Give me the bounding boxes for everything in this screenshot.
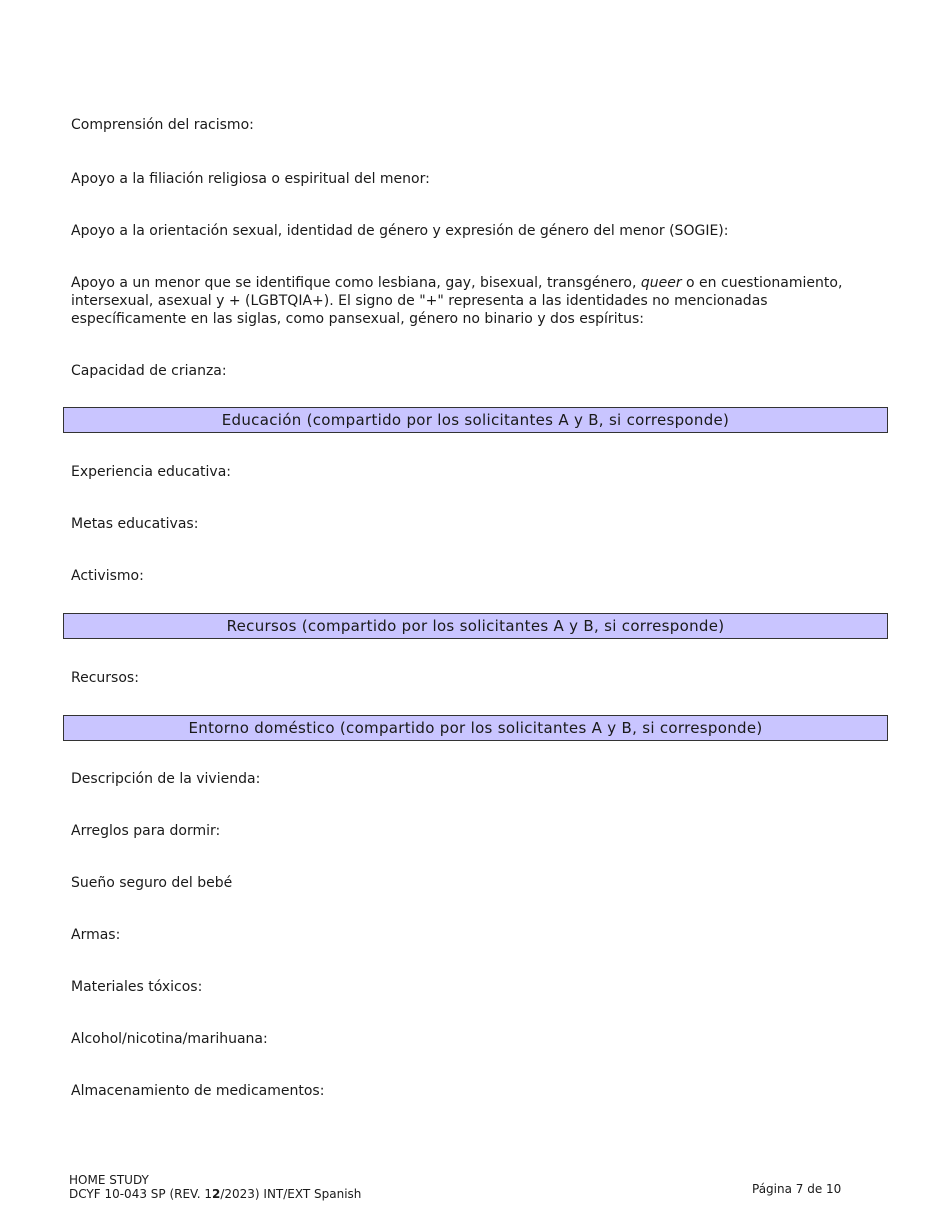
religion-label: Apoyo a la filiación religiosa o espiritual del menor: — [71, 171, 430, 187]
page-number: Página 7 de 10 — [752, 1182, 842, 1196]
footer-title: HOME STUDY — [69, 1173, 149, 1187]
footer-form-info — [69, 1173, 361, 1201]
substances-label: Alcohol/nicotina/marihuana: — [71, 1031, 268, 1047]
safe-sleep-label: Sueño seguro del bebé — [71, 875, 233, 891]
lgbtqia-text-before: Apoyo a un menor que se identifique como lesbiana, gay, bisexual, transgénero, — [71, 275, 641, 291]
resources-section-header: Recursos (compartido por los solicitantes A y B, si corresponde) — [63, 613, 888, 639]
housing-label: Descripción de la vivienda: — [71, 771, 261, 787]
sogie-label: Apoyo a la orientación sexual, identidad de género y expresión de género del menor (SOGIE): — [71, 223, 729, 239]
racism-label: Comprensión del racismo: — [71, 117, 254, 133]
footer-form-number: DCYF 10-043 SP (REV. 12/2023) INT/EXT Spanish — [69, 1187, 362, 1201]
lgbtqia-label — [71, 274, 871, 328]
resources-label: Recursos: — [71, 670, 139, 686]
home-section-header: Entorno doméstico (compartido por los solicitantes A y B, si corresponde) — [63, 715, 888, 741]
education-goals-label: Metas educativas: — [71, 516, 199, 532]
education-section-header: Educación (compartido por los solicitantes A y B, si corresponde) — [63, 407, 888, 433]
weapons-label: Armas: — [71, 927, 121, 943]
medication-label: Almacenamiento de medicamentos: — [71, 1083, 325, 1099]
parenting-label: Capacidad de crianza: — [71, 363, 227, 379]
lgbtqia-text-italic: queer — [640, 275, 682, 291]
toxic-label: Materiales tóxicos: — [71, 979, 203, 995]
education-experience-label: Experiencia educativa: — [71, 464, 231, 480]
lgbtqia-text-after: o en cuestionamiento, intersexual, asexual y + (LGBTQIA+). El signo de "+" representa a las identidades no mencionadas específicamente en las siglas, como pansexual, género no binario y dos espíritus: — [71, 275, 843, 327]
activism-label: Activismo: — [71, 568, 144, 584]
sleeping-label: Arreglos para dormir: — [71, 823, 221, 839]
